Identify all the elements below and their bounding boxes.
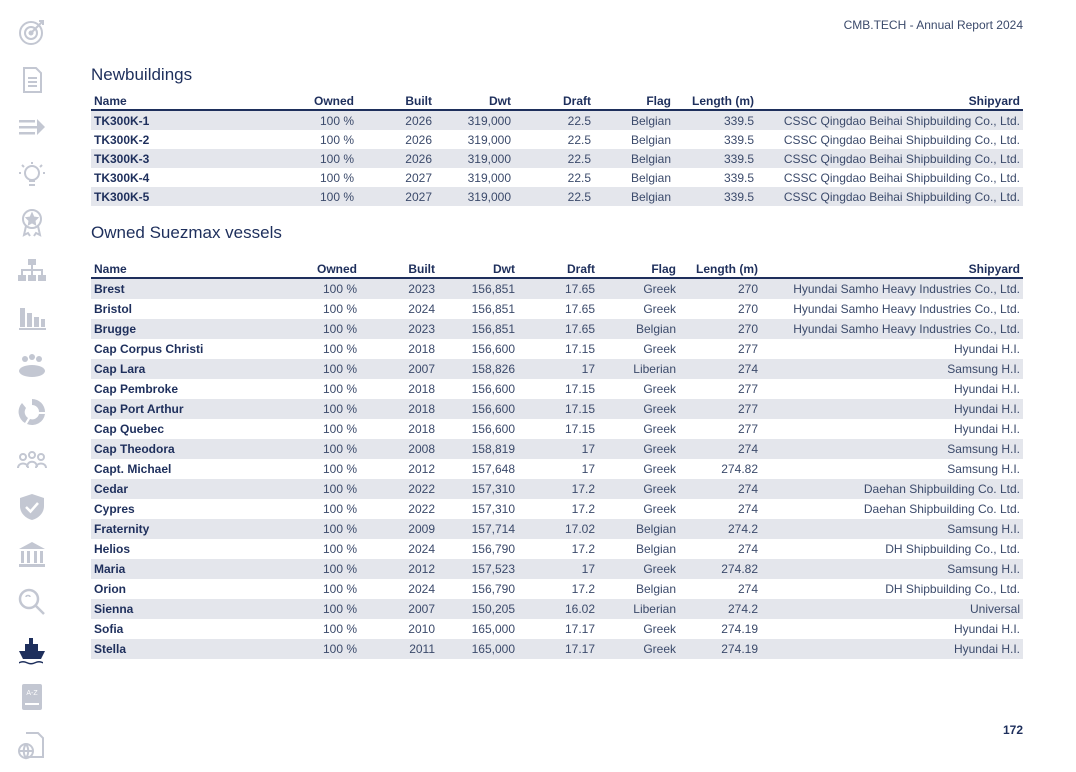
length-cell: 274.2 (679, 519, 761, 539)
col-name: Name (91, 92, 251, 110)
document-icon[interactable] (12, 60, 52, 100)
col-shipyard: Shipyard (761, 260, 1023, 278)
vessel-name-cell: TK300K-5 (91, 187, 251, 206)
length-cell: 274 (737, 582, 758, 596)
draft-cell: 22.5 (514, 187, 594, 206)
web-document-icon[interactable] (12, 725, 52, 765)
built-cell: 2007 (360, 599, 438, 619)
table-row (91, 619, 1023, 639)
flag-cell: Greek (598, 399, 679, 419)
flag-cell: Belgian (594, 149, 674, 168)
col-flag: Flag (598, 260, 679, 278)
length-cell: 270 (679, 278, 761, 299)
dwt-cell: 165,000 (438, 639, 518, 659)
built-cell: 2012 (408, 462, 435, 476)
draft-cell: 22.5 (567, 170, 591, 185)
draft-cell: 17.2 (571, 542, 595, 556)
vessel-name-cell: Capt. Michael (94, 462, 172, 476)
dwt-cell: 319,000 (435, 149, 514, 168)
owned-cell: 100 % (251, 559, 360, 579)
length-cell: 274 (679, 359, 761, 379)
vessel-name-cell: TK300K-3 (91, 149, 251, 168)
owned-cell: 100 % (251, 187, 357, 206)
vessel-name-cell: Helios (94, 542, 131, 556)
draft-cell: 17 (518, 439, 598, 459)
draft-cell: 22.5 (567, 132, 591, 147)
dwt-cell: 157,714 (438, 519, 518, 539)
table-row (91, 187, 1023, 206)
shipyard-cell: Daehan Shipbuilding Co. Ltd. (863, 502, 1020, 516)
owned-cell: 100 % (322, 342, 357, 356)
built-cell: 2024 (408, 542, 435, 556)
col-name: Name (91, 260, 251, 278)
owned-cell: 100 % (319, 132, 354, 147)
dwt-cell: 319,000 (467, 170, 511, 185)
table-row (91, 419, 1023, 439)
shipyard-cell: Daehan Shipbuilding Co. Ltd. (761, 479, 1023, 499)
owned-cell: 100 % (251, 479, 360, 499)
shipyard-cell: Samsung H.I. (761, 519, 1023, 539)
dwt-cell: 156,600 (471, 342, 515, 356)
draft-cell: 17.65 (518, 319, 598, 339)
dwt-cell: 156,600 (438, 399, 518, 419)
dwt-cell: 157,648 (471, 462, 515, 476)
col-dwt: Dwt (435, 92, 514, 110)
vessel-name-cell: Cap Port Arthur (91, 399, 251, 419)
length-cell: 277 (737, 422, 758, 436)
flag-cell: Greek (643, 622, 676, 636)
glossary-az-icon[interactable] (12, 677, 52, 717)
shipyard-cell: Hyundai H.I. (953, 382, 1020, 396)
flag-cell: Greek (643, 422, 676, 436)
flag-cell: Greek (643, 502, 676, 516)
table-header-row (91, 92, 1023, 110)
table-row (91, 379, 1023, 399)
draft-cell: 22.5 (514, 149, 594, 168)
draft-cell: 17 (518, 359, 598, 379)
shipyard-cell: Samsung H.I. (761, 359, 1023, 379)
table-row (91, 130, 1023, 149)
dwt-cell: 156,851 (438, 278, 518, 299)
flag-cell: Belgian (630, 132, 671, 147)
built-cell: 2011 (360, 639, 438, 659)
table-row (91, 639, 1023, 659)
shipyard-cell: Universal (761, 599, 1023, 619)
dwt-cell: 156,851 (438, 319, 518, 339)
draft-cell: 17.17 (518, 639, 598, 659)
col-dwt: Dwt (438, 260, 518, 278)
vessel-name-cell: Orion (94, 582, 126, 596)
recycle-globe-icon[interactable] (12, 392, 52, 432)
table-row (91, 459, 1023, 479)
shipyard-cell: Hyundai H.I. (761, 399, 1023, 419)
length-cell: 339.5 (674, 187, 757, 206)
newbuildings-table-body (91, 110, 1023, 206)
vessel-name-cell: TK300K-4 (94, 170, 150, 185)
flag-cell: Belgian (594, 110, 674, 130)
draft-cell: 17.2 (571, 502, 595, 516)
shipyard-cell: Samsung H.I. (761, 439, 1023, 459)
length-cell: 274 (679, 479, 761, 499)
col-shipyard: Shipyard (757, 92, 1023, 110)
glossary-label: A-Z (26, 690, 38, 697)
flag-cell: Belgian (635, 542, 676, 556)
flag-cell: Greek (598, 439, 679, 459)
owned-cell: 100 % (322, 582, 357, 596)
shipyard-cell: DH Shipbuilding Co., Ltd. (885, 542, 1020, 556)
owned-cell: 100 % (251, 439, 360, 459)
table-row (91, 319, 1023, 339)
length-cell: 339.5 (674, 149, 757, 168)
table-row (91, 559, 1023, 579)
table-row (91, 519, 1023, 539)
dwt-cell: 150,205 (438, 599, 518, 619)
bar-chart-icon[interactable] (12, 297, 52, 337)
table-row (91, 539, 1023, 559)
length-cell: 277 (679, 399, 761, 419)
dwt-cell: 156,790 (471, 542, 515, 556)
built-cell: 2022 (408, 502, 435, 516)
built-cell: 2027 (357, 187, 435, 206)
shipyard-cell: CSSC Qingdao Beihai Shipbuilding Co., Ltd. (757, 110, 1023, 130)
table-row (91, 299, 1023, 319)
award-icon[interactable] (12, 202, 52, 242)
length-cell: 274.19 (679, 639, 761, 659)
draft-cell: 17.65 (564, 302, 595, 316)
flag-cell: Greek (598, 278, 679, 299)
lightbulb-icon[interactable] (12, 155, 52, 195)
length-cell: 274.82 (679, 559, 761, 579)
owned-cell: 100 % (322, 422, 357, 436)
flag-cell: Belgian (635, 582, 676, 596)
built-cell: 2026 (405, 132, 432, 147)
built-cell: 2024 (408, 302, 435, 316)
owned-cell: 100 % (251, 599, 360, 619)
draft-cell: 17.15 (564, 382, 595, 396)
draft-cell: 17.17 (564, 622, 595, 636)
draft-cell: 22.5 (514, 110, 594, 130)
vessel-name-cell: Fraternity (91, 519, 251, 539)
built-cell: 2027 (405, 170, 432, 185)
length-cell: 339.5 (723, 170, 754, 185)
owned-cell: 100 % (251, 519, 360, 539)
flag-cell: Greek (643, 302, 676, 316)
shipyard-cell: CSSC Qingdao Beihai Shipbuilding Co., Ltd. (757, 187, 1023, 206)
page-number: 172 (1002, 723, 1023, 737)
vessel-name-cell: Sofia (94, 622, 124, 636)
shipyard-cell: CSSC Qingdao Beihai Shipbuilding Co., Ltd. (783, 170, 1020, 185)
dwt-cell: 319,000 (467, 132, 511, 147)
flag-cell: Belgian (598, 519, 679, 539)
draft-cell: 17.02 (518, 519, 598, 539)
length-cell: 277 (737, 382, 758, 396)
shipyard-cell: Hyundai H.I. (953, 342, 1020, 356)
flag-cell: Belgian (630, 170, 671, 185)
flag-cell: Greek (643, 342, 676, 356)
newbuildings-title: Newbuildings (91, 65, 193, 84)
col-length: Length (m) (679, 260, 761, 278)
owned-cell: 100 % (251, 149, 357, 168)
length-cell: 274.19 (721, 622, 758, 636)
draft-cell: 17 (518, 559, 598, 579)
owned-cell: 100 % (251, 359, 360, 379)
col-draft: Draft (514, 92, 594, 110)
shield-check-icon[interactable] (12, 487, 52, 527)
flag-cell: Belgian (598, 319, 679, 339)
flag-cell: Greek (643, 382, 676, 396)
shipyard-cell: Hyundai H.I. (953, 422, 1020, 436)
built-cell: 2022 (360, 479, 438, 499)
vessel-name-cell: Bristol (94, 302, 133, 316)
fast-forward-icon[interactable] (12, 107, 52, 147)
table-row (91, 168, 1023, 187)
draft-cell: 17.15 (564, 342, 595, 356)
vessel-name-cell: TK300K-1 (91, 110, 251, 130)
magnifier-icon[interactable] (12, 582, 52, 622)
col-built: Built (360, 260, 438, 278)
vessel-name-cell: Stella (91, 639, 251, 659)
length-cell: 270 (679, 319, 761, 339)
suezmax-table-body (91, 278, 1023, 659)
length-cell: 270 (737, 302, 758, 316)
built-cell: 2026 (357, 110, 435, 130)
dwt-cell: 319,000 (435, 110, 514, 130)
built-cell: 2012 (360, 559, 438, 579)
length-cell: 274 (679, 439, 761, 459)
dwt-cell: 156,600 (471, 422, 515, 436)
col-owned: Owned (251, 260, 360, 278)
table-row (91, 149, 1023, 168)
table-row (91, 339, 1023, 359)
shipyard-cell: Hyundai Samho Heavy Industries Co., Ltd. (761, 319, 1023, 339)
table-row (91, 278, 1023, 299)
flag-cell: Belgian (594, 187, 674, 206)
length-cell: 277 (737, 342, 758, 356)
table-row (91, 439, 1023, 459)
length-cell: 274 (737, 502, 758, 516)
built-cell: 2018 (408, 382, 435, 396)
table-header-row (91, 260, 1023, 278)
owned-cell: 100 % (322, 302, 357, 316)
owned-cell: 100 % (251, 319, 360, 339)
owned-cell: 100 % (251, 399, 360, 419)
shipyard-cell: Samsung H.I. (947, 462, 1020, 476)
vessel-name-cell: Cedar (91, 479, 251, 499)
draft-cell: 16.02 (518, 599, 598, 619)
dwt-cell: 156,790 (471, 582, 515, 596)
col-draft: Draft (518, 260, 598, 278)
owned-cell: 100 % (251, 110, 357, 130)
dwt-cell: 165,000 (471, 622, 515, 636)
built-cell: 2009 (360, 519, 438, 539)
table-row (91, 599, 1023, 619)
draft-cell: 17.2 (571, 582, 595, 596)
built-cell: 2008 (360, 439, 438, 459)
vessel-name-cell: Cap Pembroke (94, 382, 179, 396)
dwt-cell: 157,523 (438, 559, 518, 579)
draft-cell: 17.15 (518, 399, 598, 419)
team-icon[interactable] (12, 440, 52, 480)
sidebar-nav (12, 12, 52, 772)
people-group-icon[interactable] (12, 345, 52, 385)
dwt-cell: 158,826 (438, 359, 518, 379)
dwt-cell: 156,851 (471, 302, 515, 316)
built-cell: 2023 (360, 319, 438, 339)
table-row (91, 499, 1023, 519)
shipyard-cell: Samsung H.I. (761, 559, 1023, 579)
newbuildings-table (91, 92, 1023, 206)
built-cell: 2007 (360, 359, 438, 379)
shipyard-cell: CSSC Qingdao Beihai Shipbuilding Co., Ltd. (783, 132, 1020, 147)
built-cell: 2023 (360, 278, 438, 299)
flag-cell: Greek (643, 462, 676, 476)
ship-icon[interactable] (12, 630, 52, 670)
built-cell: 2024 (408, 582, 435, 596)
owned-cell: 100 % (251, 278, 360, 299)
shipyard-cell: Hyundai H.I. (761, 639, 1023, 659)
owned-cell: 100 % (322, 542, 357, 556)
flag-cell: Greek (598, 479, 679, 499)
length-cell: 274.82 (721, 462, 758, 476)
vessel-name-cell: Cap Theodora (91, 439, 251, 459)
vessel-name-cell: Brugge (91, 319, 251, 339)
col-owned: Owned (251, 92, 357, 110)
shipyard-cell: CSSC Qingdao Beihai Shipbuilding Co., Ltd. (757, 149, 1023, 168)
draft-cell: 17.65 (518, 278, 598, 299)
length-cell: 274.2 (679, 599, 761, 619)
built-cell: 2026 (357, 149, 435, 168)
table-row (91, 579, 1023, 599)
shipyard-cell: Hyundai Samho Heavy Industries Co., Ltd. (761, 278, 1023, 299)
vessel-name-cell: Cypres (94, 502, 135, 516)
draft-cell: 17.15 (564, 422, 595, 436)
flag-cell: Liberian (598, 599, 679, 619)
col-length: Length (m) (674, 92, 757, 110)
table-row (91, 359, 1023, 379)
owned-cell: 100 % (322, 462, 357, 476)
col-built: Built (357, 92, 435, 110)
draft-cell: 17 (581, 462, 595, 476)
dwt-cell: 157,310 (438, 479, 518, 499)
built-cell: 2018 (408, 422, 435, 436)
vessel-name-cell: Sienna (91, 599, 251, 619)
dwt-cell: 156,600 (471, 382, 515, 396)
shipyard-cell: Hyundai H.I. (953, 622, 1020, 636)
col-flag: Flag (594, 92, 674, 110)
owned-cell: 100 % (319, 170, 354, 185)
vessel-name-cell: Cap Lara (91, 359, 251, 379)
built-cell: 2018 (360, 399, 438, 419)
shipyard-cell: Hyundai Samho Heavy Industries Co., Ltd. (793, 302, 1020, 316)
built-cell: 2018 (408, 342, 435, 356)
suezmax-table (91, 260, 1023, 659)
flag-cell: Greek (598, 559, 679, 579)
length-cell: 339.5 (723, 132, 754, 147)
dwt-cell: 319,000 (435, 187, 514, 206)
vessel-name-cell: Cap Corpus Christi (94, 342, 204, 356)
length-cell: 339.5 (674, 110, 757, 130)
flag-cell: Liberian (598, 359, 679, 379)
vessel-name-cell: TK300K-2 (94, 132, 150, 147)
built-cell: 2010 (408, 622, 435, 636)
org-chart-icon[interactable] (12, 250, 52, 290)
length-cell: 274 (737, 542, 758, 556)
owned-cell: 100 % (322, 622, 357, 636)
dwt-cell: 157,310 (471, 502, 515, 516)
table-row (91, 110, 1023, 130)
table-row (91, 479, 1023, 499)
suezmax-title: Owned Suezmax vessels (91, 223, 282, 242)
vessel-name-cell: Cap Quebec (94, 422, 165, 436)
dwt-cell: 158,819 (438, 439, 518, 459)
report-header: CMB.TECH - Annual Report 2024 (843, 18, 1023, 32)
table-row (91, 399, 1023, 419)
owned-cell: 100 % (322, 382, 357, 396)
draft-cell: 17.2 (518, 479, 598, 499)
owned-cell: 100 % (322, 502, 357, 516)
flag-cell: Greek (598, 639, 679, 659)
vessel-name-cell: Brest (91, 278, 251, 299)
target-icon[interactable] (12, 12, 52, 52)
vessel-name-cell: Maria (91, 559, 251, 579)
shipyard-cell: DH Shipbuilding Co., Ltd. (885, 582, 1020, 596)
owned-cell: 100 % (251, 639, 360, 659)
bank-icon[interactable] (12, 535, 52, 575)
